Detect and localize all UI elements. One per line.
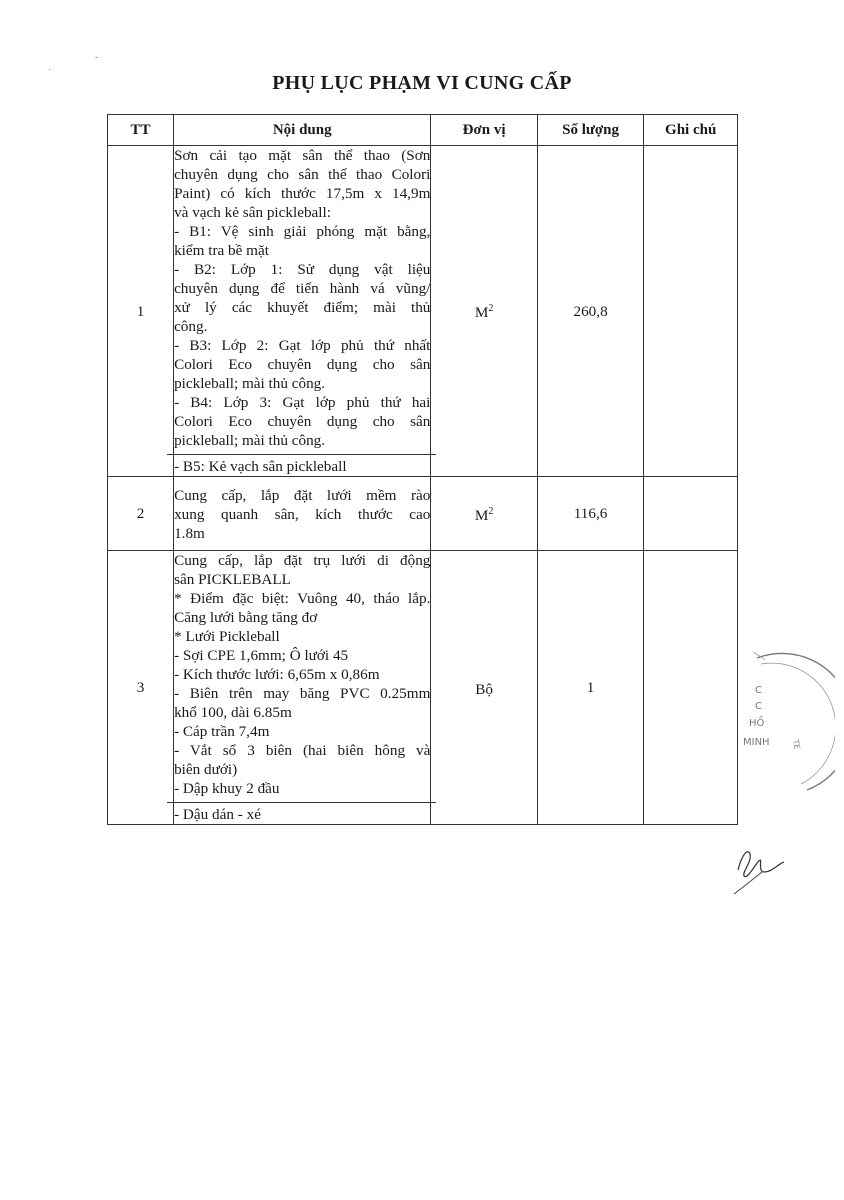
- svg-text:C: C: [755, 701, 762, 712]
- svg-text:TE: TE: [791, 738, 802, 751]
- content-line: - B1: Vệ sinh giải phóng mặt bằng,: [174, 223, 431, 240]
- content-line: công.: [174, 318, 208, 335]
- table-row: [108, 477, 738, 551]
- content-line: chuyên dụng cho sân thể thao Colori: [174, 166, 431, 183]
- svg-text:C: C: [755, 685, 762, 696]
- content-line: - Kích thước lưới: 6,65m x 0,86m: [174, 666, 380, 683]
- content-line: sân PICKLEBALL: [174, 571, 291, 588]
- header-content: Nội dung: [174, 115, 431, 146]
- signature-mark: [728, 832, 788, 902]
- content-line: Colori Eco chuyên dụng cho sân: [174, 413, 431, 430]
- page-title: PHỤ LỤC PHẠM VI CUNG CẤP: [272, 72, 572, 94]
- header-tt: TT: [108, 115, 174, 146]
- row-number: 1: [108, 146, 174, 477]
- header-unit: Đơn vị: [431, 115, 537, 146]
- content-line: xử lý các khuyết điểm; mài thủ: [174, 299, 431, 316]
- content-line: khổ 100, dài 6.85m: [174, 704, 292, 721]
- header-quantity: Số lượng: [537, 115, 644, 146]
- content-line: Sơn cải tạo mặt sân thể thao (Sơn: [174, 147, 431, 164]
- row-note: [644, 477, 738, 551]
- content-line: - Vắt sổ 3 biên (hai biên hông và: [174, 742, 431, 759]
- content-line: pickleball; mài thủ công.: [174, 432, 326, 449]
- table-row: [108, 551, 738, 825]
- row-unit: Bộ: [431, 551, 537, 825]
- content-line: * Lưới Pickleball: [174, 628, 280, 645]
- content-line: Cung cấp, lắp đặt trụ lưới di động: [174, 552, 431, 569]
- content-line: * Điểm đặc biệt: Vuông 40, tháo lắp.: [174, 590, 431, 607]
- scan-speck: -: [95, 52, 99, 63]
- content-line: Cung cấp, lắp đặt lưới mềm rào: [174, 487, 431, 504]
- svg-text:HỒ: HỒ: [749, 718, 765, 729]
- content-line: - B4: Lớp 3: Gạt lớp phủ thứ hai: [174, 394, 431, 411]
- content-line: 1.8m: [174, 525, 205, 542]
- content-line: - Biên trên may băng PVC 0.25mm: [174, 685, 431, 702]
- content-line: chuyên dụng để tiến hành vá vũng/: [174, 280, 431, 297]
- content-line: xung quanh sân, kích thước cao: [174, 506, 431, 523]
- content-line: Colori Eco chuyên dụng cho sân: [174, 356, 431, 373]
- scope-table: [107, 114, 738, 825]
- content-line: - Dậu dán - xé: [174, 806, 261, 823]
- content-line: Paint) có kích thước 17,5m x 14,9m: [174, 185, 431, 202]
- content-line: - Cáp trần 7,4m: [174, 723, 270, 740]
- content-line: kiểm tra bề mặt: [174, 242, 269, 259]
- row-quantity: 116,6: [537, 477, 644, 551]
- stamp-seal: [735, 640, 835, 800]
- row-quantity: 260,8: [537, 146, 644, 477]
- row-unit: $M^2$: [431, 477, 537, 551]
- content-line: - B5: Kẻ vạch sân pickleball: [174, 458, 347, 475]
- row-note: [644, 551, 738, 825]
- content-line: - Sợi CPE 1,6mm; Ô lưới 45: [174, 647, 349, 664]
- row-number: 2: [108, 477, 174, 551]
- table-header-row: [108, 115, 738, 146]
- row-quantity: 1: [537, 551, 644, 825]
- row-number: 3: [108, 551, 174, 825]
- row-unit: $M^2$: [431, 146, 537, 477]
- content-line: pickleball; mài thủ công.: [174, 375, 326, 392]
- table-row: [108, 146, 738, 477]
- header-note: Ghi chú: [644, 115, 738, 146]
- content-line: Căng lưới bằng tăng đơ: [174, 609, 318, 626]
- scan-speck: ·: [48, 65, 52, 76]
- content-line: biên dưới): [174, 761, 238, 778]
- svg-text:MINH: MINH: [743, 737, 770, 748]
- row-content: [174, 146, 431, 477]
- content-line: - B2: Lớp 1: Sử dụng vật liệu: [174, 261, 431, 278]
- row-content: [174, 551, 431, 825]
- content-line: và vạch kẻ sân pickleball:: [174, 204, 331, 221]
- row-note: [644, 146, 738, 477]
- content-line: - Dập khuy 2 đầu: [174, 780, 280, 797]
- content-line: - B3: Lớp 2: Gạt lớp phủ thứ nhất: [174, 337, 431, 354]
- row-content: [174, 477, 431, 551]
